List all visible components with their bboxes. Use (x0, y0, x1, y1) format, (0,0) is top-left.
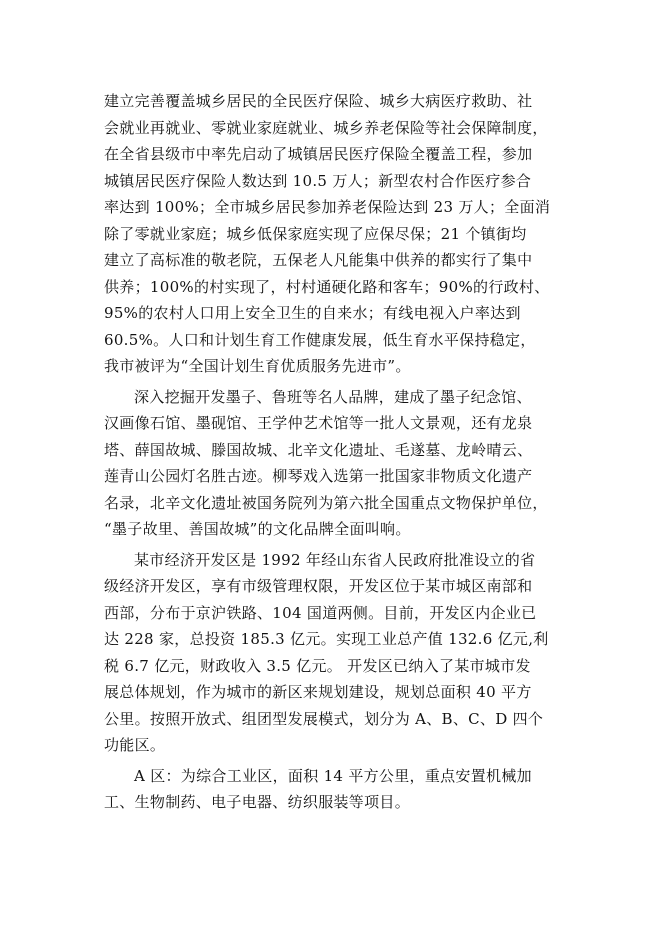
text-line: 深入挖掘开发墨子、鲁班等名人品牌，建成了墨子纪念馆、 (134, 387, 532, 406)
text-line: 功能区。 (104, 736, 166, 754)
paragraph-zone-a (104, 763, 584, 816)
text-line: A 区：为综合工业区，面积 14 平方公里，重点安置机械加 (134, 766, 532, 785)
text-line: 95%的农村人口用上安全卫生的自来水；有线电视入户率达到 (104, 304, 521, 322)
text-line: 会就业再就业、零就业家庭就业、城乡养老保险等社会保障制度， (104, 118, 548, 137)
text-line: 建立完善覆盖城乡居民的全民医疗保险、城乡大病医疗救助、社 (104, 92, 533, 110)
text-line: 除了零就业家庭；城乡低保家庭实现了应保尽保；21 个镇街均 (104, 224, 527, 243)
text-line: 西部，分布于京沪铁路、104 国道两侧。目前，开发区内企业已 (104, 603, 537, 622)
text-line: 达 228 家，总投资 185.3 亿元。实现工业总产值 132.6 亿元,利 (104, 630, 549, 648)
text-line: 建立了高标准的敬老院，五保老人凡能集中供养的都实行了集中 (104, 251, 533, 269)
text-line: 名录，北辛文化遗址被国务院列为第六批全国重点文物保护单位， (104, 493, 548, 512)
paragraph-culture-brand (104, 384, 584, 543)
text-line: 级经济开发区，享有市级管理权限，开发区位于某市城区南部和 (104, 577, 533, 595)
text-line: 我市被评为“全国计划生育优质服务先进市”。 (104, 357, 411, 375)
text-line: 汉画像石馆、墨砚馆、王学仲艺术馆等一批人文景观，还有龙泉 (104, 414, 533, 432)
text-line: 莲青山公园灯名胜古迹。柳琴戏入选第一批国家非物质文化遗产 (104, 467, 533, 485)
text-line: 在全省县级市中率先启动了城镇居民医疗保险全覆盖工程，参加 (104, 145, 533, 163)
text-line: 展总体规划，作为城市的新区来规划建设，规划总面积 40 平方 (104, 683, 532, 701)
text-line: 供养；100%的村实现了，村村通硬化路和客车；90%的行政村、 (104, 277, 550, 296)
text-line: 60.5%。人口和计划生育工作健康发展，低生育水平保持稳定， (104, 330, 536, 349)
text-line: 塔、薛国故城、滕国故城、北辛文化遗址、毛遂墓、龙岭晴云、 (104, 440, 533, 459)
paragraph-development-zone (104, 547, 584, 759)
text-line: 某市经济开发区是 1992 年经山东省人民政府批准设立的省 (134, 550, 536, 569)
text-line: 率达到 100%；全市城乡居民参加养老保险达到 23 万人；全面消 (104, 198, 551, 216)
document-body (104, 88, 584, 816)
text-line: 税 6.7 亿元，财政收入 3.5 亿元。 开发区已纳入了某市城市发 (104, 656, 531, 675)
text-line: 工、生物制药、电子电器、纺织服装等项目。 (104, 793, 411, 811)
paragraph-social-security (104, 88, 584, 380)
text-line: “墨子故里、善国故城”的文化品牌全面叫响。 (104, 520, 411, 538)
text-line: 城镇居民医疗保险人数达到 10.5 万人；新型农村合作医疗参合 (104, 171, 532, 190)
text-line: 公里。按照开放式、组团型发展模式，划分为 A、B、C、D 四个 (104, 709, 544, 728)
